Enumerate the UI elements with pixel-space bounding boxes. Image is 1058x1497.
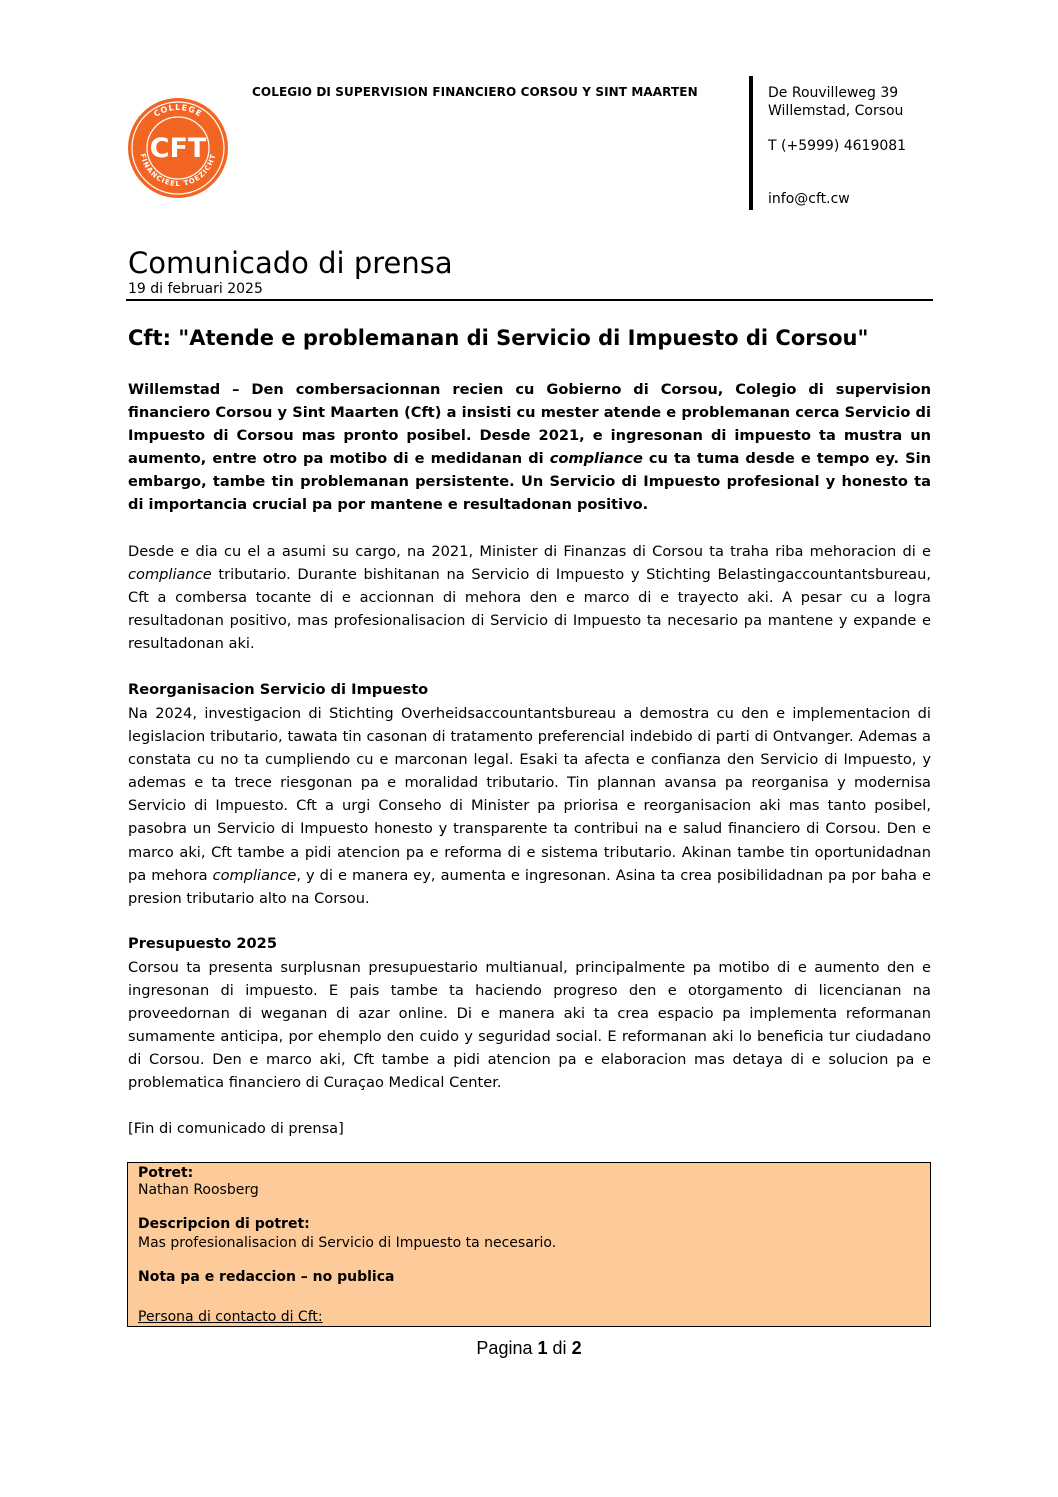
contact-person-link[interactable]: Persona di contacto di Cft: xyxy=(138,1309,323,1325)
intro-paragraph xyxy=(128,540,931,655)
svg-text:FINANCIEEL TOEZICHT: FINANCIEEL TOEZICHT xyxy=(138,152,218,189)
intro-italic: compliance xyxy=(128,566,212,584)
svg-text:COLLEGE: COLLEGE xyxy=(152,102,204,119)
document-type: Comunicado di prensa xyxy=(128,246,453,280)
end-marker: [Fin di comunicado di prensa] xyxy=(128,1120,344,1137)
section1-italic: compliance xyxy=(212,866,297,884)
photo-info-box xyxy=(127,1162,931,1327)
section-body-budget: Corsou ta presenta surplusnan presupuestario multianual, principalmente pa motibo di e aumento den e ingresonan di impuesto. E pais tambe ta haciendo progreso den e otorgamento di licencianan na proveedornan di weganan di azar online. Di e manera aki ta crea espacio pa implementa reformanan sumamente anticipa, por ehemplo den cuido y seguridad social. E reformanan aki lo beneficia tur ciudadano di Corsou. Den e marco aki, Cft tambe a pidi atencion pa e elaboracion mas detaya di e solucion pa e problematica financiero di Curaçao Medical Center. xyxy=(128,959,931,1092)
page-word: Pagina xyxy=(476,1338,533,1358)
page-number xyxy=(0,1338,1058,1359)
editor-note: Nota pa e redaccion – no publica xyxy=(138,1269,395,1285)
lead-text-1: Willemstad – Den combersacionnan recien cu Gobierno di Corsou, Colegio di supervision financiero Corsou y Sint Maarten (Cft) a insisti cu mester atende e problemanan cerca Servicio di Impuesto di Corsou mas pronto posibel. Desde 2021, e ingresonan di impuesto ta mustra un aumento, entre otro pa motibo di e medidanan di xyxy=(128,381,931,468)
intro-text-2: tributario. Durante bishitanan na Servicio di Impuesto y Stichting Belastingaccountantsbureau, Cft a combersa tocante di e accionnan di mehora den e marco di e trayecto aki. A pesar cu a logra resultadonan positivo, mas profesionalisacion di Servicio di Impuesto ta necesario pa mantene y expande e resultadonan aki. xyxy=(128,566,931,653)
photo-label: Potret: xyxy=(138,1165,194,1181)
section-body-reorganisation xyxy=(128,702,931,910)
photo-credit: Nathan Roosberg xyxy=(138,1182,259,1198)
section-title-budget: Presupuesto 2025 xyxy=(128,935,277,952)
lead-paragraph xyxy=(128,378,931,517)
lead-text-2: cu ta tuma desde e tempo ey. Sin embargo, tambe tin problemanan persistente. Un Servicio di Impuesto profesional y honesto ta di importancia crucial pa por mantene e resultadonan positivo. xyxy=(128,450,931,514)
phone-number: T (+5999) 4619081 xyxy=(768,138,907,154)
section1-text-2: , y di e manera ey, aumenta e ingresonan. Asina ta crea posibilidadnan pa por baha e presion tributario alto na Corsou. xyxy=(128,866,931,907)
section1-text-1: Na 2024, investigacion di Stichting Overheidsaccountantsbureau a demostra cu den e implementacion di legislacion tributario, tawata tin casonan di tratamento preferencial indebido di parti di Ontvanger. Ademas a constata cu no ta cumpliendo cu e marconan legal. Esaki ta afecta e confianza den Servicio di Impuesto, y ademas e ta trece riesgonan pa e moralidad tributario. Tin plannan avansa pa reorganisa y modernisa Servicio di Impuesto. Cft a urgi Conseho di Minister pa priorisa e reorganisacion aki mas tanto posibel, pasobra un Servicio di Impuesto honesto y transparente ta contribui na e salud financiero di Corsou. Den e marco aki, Cft tambe a pidi atencion pa e reforma di e sistema tributario. Akinan tambe tin oportunidadnan pa mehora xyxy=(128,705,931,884)
email-address[interactable]: info@cft.cw xyxy=(768,191,850,207)
headline: Cft: "Atende e problemanan di Servicio di Impuesto di Corsou" xyxy=(128,326,869,350)
organization-name: COLEGIO DI SUPERVISION FINANCIERO CORSOU Y SINT MAARTEN xyxy=(252,85,698,99)
photo-description-label: Descripcion di potret: xyxy=(138,1216,310,1232)
cft-logo xyxy=(126,96,230,200)
lead-italic: compliance xyxy=(549,450,643,468)
intro-text-1: Desde e dia cu el a asumi su cargo, na 2021, Minister di Finanzas di Corsou ta traha riba mehoracion di e xyxy=(128,543,931,560)
total-pages: 2 xyxy=(571,1338,582,1358)
header-divider xyxy=(749,76,753,210)
address-street: De Rouvilleweg 39 xyxy=(768,85,899,101)
title-rule xyxy=(126,299,933,301)
section-title-reorganisation: Reorganisacion Servicio di Impuesto xyxy=(128,681,429,698)
address-city: Willemstad, Corsou xyxy=(768,103,904,119)
current-page: 1 xyxy=(537,1338,548,1358)
document-date: 19 di februari 2025 xyxy=(128,281,263,297)
photo-description: Mas profesionalisacion di Servicio di Impuesto ta necesario. xyxy=(138,1235,557,1251)
page-of-word: di xyxy=(552,1338,567,1358)
logo-initials: CFT xyxy=(149,133,207,164)
